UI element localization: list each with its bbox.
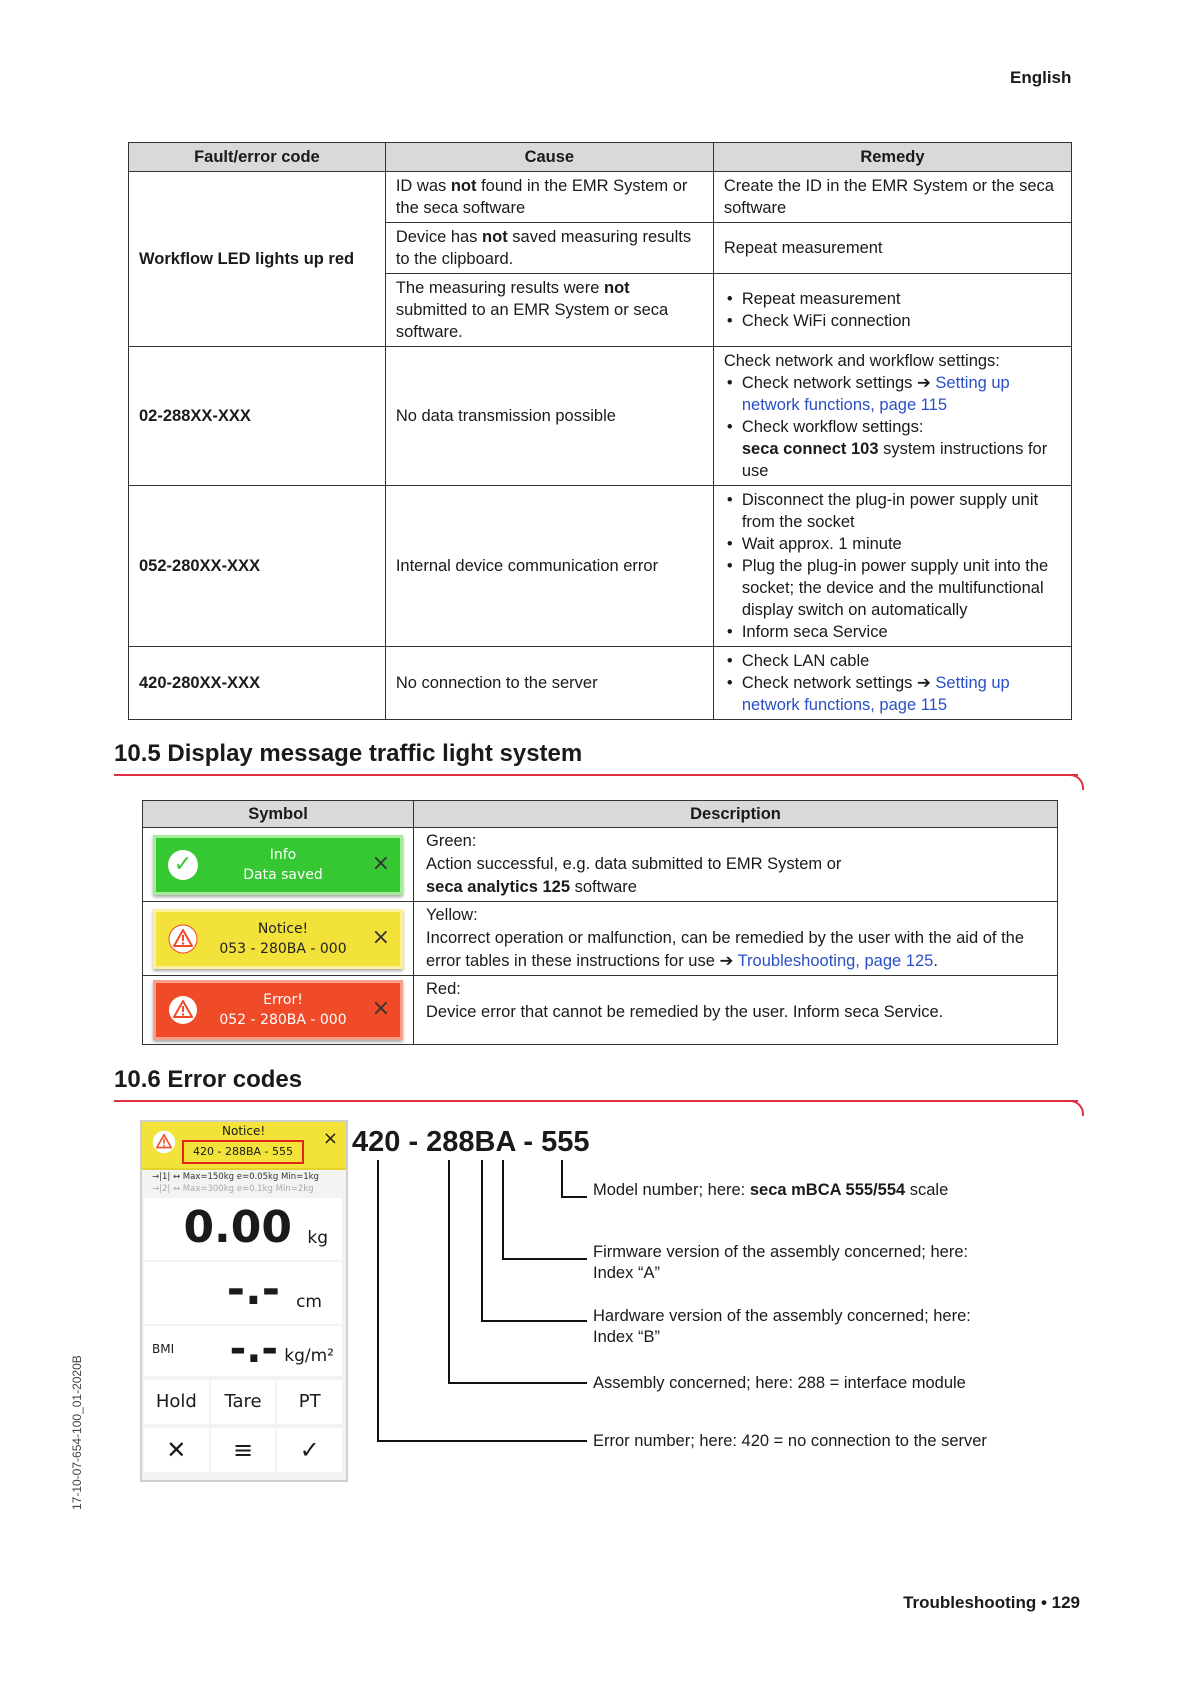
table-row [129, 647, 1072, 720]
language-label: English [1010, 68, 1072, 87]
device-notice-title: Notice! [222, 1124, 266, 1138]
device-icon-row [144, 1428, 342, 1472]
section-heading-10-5: 10.5 Display message traffic light system [114, 740, 583, 767]
cause-cell: Device has not saved measuring results to the clipboard. [385, 223, 713, 274]
remedy-cell [713, 647, 1071, 720]
connector-line [481, 1160, 483, 1322]
fault-code: 052-280XX-XXX [129, 486, 386, 647]
description-cell: Green: Action successful, e.g. data submitted to EMR System or seca analytics 125 software [414, 828, 1058, 902]
table-row [129, 486, 1072, 647]
bullet-item: • Plug the plug-in power supply unit into the socket; the device and the multifunctional display switch on automatically [724, 555, 1061, 621]
description-cell: Red: Device error that cannot be remedied by the user. Inform seca Service. [414, 976, 1058, 1045]
page-footer: Troubleshooting • 129 [903, 1593, 1080, 1612]
remedy-cell: Repeat measurement [713, 223, 1071, 274]
close-icon[interactable]: × [322, 1128, 338, 1149]
section-rule-hook [1068, 1100, 1084, 1116]
connector-line [448, 1160, 450, 1384]
remedy-cell [713, 486, 1071, 647]
range-line-1: →|1| ↔ Max=150kg e=0.05kg Min=1kg [152, 1172, 319, 1182]
legend-model: Model number; here: seca mBCA 555/554 scale [593, 1181, 949, 1199]
table-row [143, 828, 1058, 902]
warning-icon [168, 995, 198, 1025]
bullet-item: • Wait approx. 1 minute [724, 533, 1061, 555]
connector-line [561, 1196, 587, 1198]
bullet-item: • Repeat measurement [724, 288, 1061, 310]
confirm-icon[interactable]: ✓ [277, 1428, 342, 1472]
table-row [143, 902, 1058, 976]
device-notice-bar [142, 1122, 346, 1170]
symbol-table-header [143, 801, 1058, 828]
close-icon[interactable]: × [371, 850, 390, 876]
device-display [140, 1120, 348, 1482]
close-icon[interactable]: × [371, 996, 390, 1021]
cause-cell: No connection to the server [385, 647, 713, 720]
table-row [129, 347, 1072, 486]
connector-line [502, 1258, 587, 1260]
remedy-cell [713, 274, 1071, 347]
cancel-icon[interactable]: ✕ [144, 1428, 209, 1472]
weight-display: 0.00 kg [144, 1198, 342, 1260]
range-line-2: →|2| ↔ Max=300kg e=0.1kg Min=2kg [152, 1184, 314, 1194]
connector-line [377, 1160, 379, 1442]
cause-cell: Internal device communication error [385, 486, 713, 647]
symbol-cell [143, 902, 414, 976]
section-rule [114, 774, 1078, 776]
check-circle-icon: ✓ [168, 850, 198, 880]
legend-hardware: Hardware version of the assembly concerned; here: Index “B” [593, 1307, 971, 1346]
symbol-cell [143, 976, 414, 1045]
troubleshooting-link[interactable]: Troubleshooting, page 125 [737, 952, 934, 970]
header-symbol: Symbol [143, 801, 414, 828]
tare-button[interactable]: Tare [211, 1380, 276, 1424]
cause-cell: ID was not found in the EMR System or the seca software [385, 172, 713, 223]
connector-line [502, 1160, 504, 1260]
green-info-banner: ✓ Info Data saved × [153, 835, 403, 895]
menu-icon[interactable]: ≡ [211, 1428, 276, 1472]
connector-line [448, 1382, 587, 1384]
cause-cell: The measuring results were not submitted to an EMR System or seca software. [385, 274, 713, 347]
legend-firmware: Firmware version of the assembly concerned; here: Index “A” [593, 1243, 969, 1282]
yellow-notice-banner: Notice! 053 - 280BA - 000 × [153, 909, 403, 969]
fault-table [128, 142, 1072, 720]
section-rule [114, 1100, 1078, 1102]
fault-code: 420-280XX-XXX [129, 647, 386, 720]
warning-icon [168, 924, 198, 954]
bmi-display: BMI -.- kg/m² [144, 1326, 342, 1376]
connector-line [561, 1160, 563, 1198]
bullet-item: • Check network settings ➔ Setting up network functions, page 115 [724, 672, 1061, 716]
connector-line [377, 1440, 587, 1442]
setting-up-link[interactable]: Setting up network functions, page 115 [741, 374, 1010, 414]
setting-up-link[interactable]: Setting up network functions, page 115 [741, 674, 1010, 714]
header-fault-code: Fault/error code [129, 143, 386, 172]
section-rule-hook [1068, 774, 1084, 790]
header-remedy: Remedy [713, 143, 1071, 172]
legend-assembly: Assembly concerned; here: 288 = interface module [593, 1374, 966, 1392]
height-display: -.- cm [144, 1262, 342, 1324]
connector-line [481, 1320, 587, 1322]
bullet-item: • Check network settings ➔ Setting up network functions, page 115 [724, 372, 1061, 416]
bullet-item: • Disconnect the plug-in power supply unit from the socket [724, 489, 1061, 533]
bullet-item: • Check LAN cable [724, 650, 1061, 672]
error-code-title: 420 - 288BA - 555 [352, 1126, 590, 1158]
fault-code: 02-288XX-XXX [129, 347, 386, 486]
device-button-row [144, 1380, 342, 1424]
warning-icon [152, 1130, 176, 1154]
pt-button[interactable]: PT [277, 1380, 342, 1424]
bullet-item: • Inform seca Service [724, 621, 1061, 643]
remedy-cell [713, 347, 1071, 486]
bullet-item: • Check WiFi connection [724, 310, 1061, 332]
header-cause: Cause [385, 143, 713, 172]
header-description: Description [414, 801, 1058, 828]
close-icon[interactable]: × [371, 924, 390, 950]
document-id: 17-10-07-654-100_01-2020B [70, 1355, 84, 1510]
bullet-item: • Check workflow settings: seca connect 103 system instructions for use [724, 416, 1061, 482]
device-error-code: 420 - 288BA - 555 [182, 1140, 304, 1164]
legend-error-number: Error number; here: 420 = no connection to the server [593, 1432, 987, 1450]
fault-table-header [129, 143, 1072, 172]
description-cell: Yellow: Incorrect operation or malfunction, can be remedied by the user with the aid of the error tables in these instructions for use ➔ Troubleshooting, page 125. [414, 902, 1058, 976]
section-heading-10-6: 10.6 Error codes [114, 1066, 303, 1093]
remedy-intro: Check network and workflow settings: [723, 352, 1000, 370]
remedy-cell: Create the ID in the EMR System or the seca software [713, 172, 1071, 223]
cause-cell: No data transmission possible [385, 347, 713, 486]
table-row [143, 976, 1058, 1045]
symbol-table [142, 800, 1058, 1045]
symbol-cell [143, 828, 414, 902]
hold-button[interactable]: Hold [144, 1380, 209, 1424]
fault-code: Workflow LED lights up red [129, 172, 386, 347]
table-row [129, 172, 1072, 223]
red-error-banner: Error! 052 - 280BA - 000 × [153, 980, 403, 1040]
